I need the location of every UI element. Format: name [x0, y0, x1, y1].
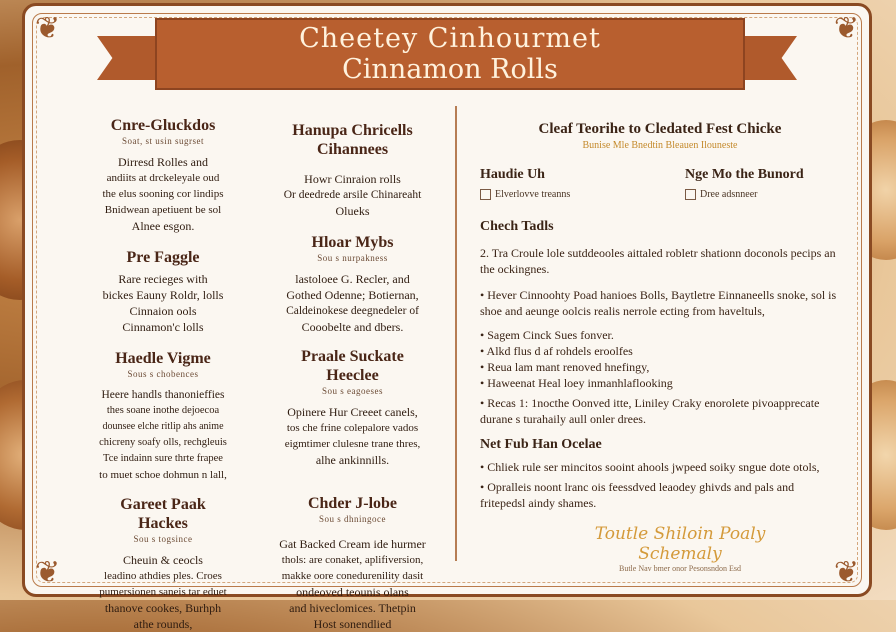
section-line: chicreny soafy olls, rechgleuis [99, 437, 227, 448]
checklist-item-label: Elverlovve treanns [495, 189, 571, 200]
section-line: bickes Eauny Roldr, lolls [102, 288, 224, 302]
banner-title-line1: Cheetey Cinhourmet [299, 23, 601, 54]
section-line: and hiveclomices. Thetpin [289, 601, 416, 615]
corner-flourish-icon: ❦ [833, 556, 859, 589]
section-line: Cooobelte and dbers. [301, 320, 404, 334]
section-line: Cinnaion ools [129, 304, 197, 318]
checklist-item-label: Dree adsnneer [700, 189, 758, 200]
section-line: Alnee esgon. [131, 219, 195, 233]
left-column [83, 116, 243, 632]
step-item: • Sagem Cinck Sues fonver. [480, 328, 614, 342]
banner-title-line2: Cinnamon Rolls [342, 54, 558, 85]
checklist-item[interactable] [685, 189, 804, 200]
checklist-row [480, 167, 840, 211]
section-line: Caldeinokese deegnedeler of [286, 305, 419, 317]
checklist-left [480, 167, 570, 200]
section-line: andiits at drckeleyale oud [106, 172, 220, 184]
section-line: Host sonendlied [313, 617, 392, 631]
section-line: lastoloee G. Recler, and [295, 272, 410, 286]
notes-heading: Net Fub Han Ocelae [480, 437, 602, 452]
section-line: athe rounds, [133, 617, 193, 631]
checkbox-icon[interactable] [685, 189, 696, 200]
section-line: Cinnamon'c lolls [122, 320, 204, 334]
signature [585, 524, 775, 573]
section-line: eigmtimer clulesne trane thres, [284, 438, 421, 450]
section-heading: Hloar Mybs [311, 234, 394, 251]
section-heading [265, 347, 440, 385]
section-heading: Pre Faggle [126, 249, 200, 266]
section-line: thanove cookes, Burhph [104, 601, 222, 615]
section-line: dounsee elche ritlip ahs anime [102, 421, 224, 432]
checklist-heading: Nge Mo the Bunord [685, 167, 804, 182]
step-item: • Haweenat Heal loey inmanhlaflooking [480, 376, 673, 390]
section-heading: Chder J-lobe [307, 495, 398, 512]
section-subheading: Sou s eagoeses [322, 386, 383, 396]
section-line: Olueks [335, 204, 370, 218]
section-line: Dirresd Rolles and [118, 155, 208, 169]
right-column [480, 121, 840, 515]
section-subheading: Sou s dhningoce [319, 514, 386, 524]
corner-flourish-icon: ❦ [833, 12, 859, 45]
section-heading: Haedle Vigme [115, 350, 211, 367]
section-line: Bnidwean apetiuent be sol [104, 204, 222, 216]
section-line: alhe ankinnills. [315, 453, 390, 467]
corner-flourish-icon: ❦ [35, 556, 61, 589]
signature-caption: Butle Nav bmer onor Pesonsndon Esd [619, 564, 741, 573]
section-heading [83, 495, 243, 533]
corner-flourish-icon: ❦ [35, 12, 61, 45]
section-line: makke oore conedurenility dasit [281, 570, 424, 582]
checkbox-icon[interactable] [480, 189, 491, 200]
right-title: Cleaf Teorihe to Cledated Fest Chicke [538, 121, 782, 137]
section-line: pumersionen saneis tar eduet [99, 586, 227, 598]
title-banner [155, 18, 745, 90]
steps-heading: Chech Tadls [480, 219, 554, 234]
section-line: Tce indainn sure thrte frapee [103, 453, 223, 464]
checklist-item[interactable] [480, 189, 570, 200]
note-item: • Chliek rule ser mincitos sooint ahools jwpeed soiky sngue dote otols, [480, 460, 820, 474]
section-heading-text: Hanupa Chricells Cihannees [292, 122, 413, 158]
section-heading: Cnre-Gluckdos [110, 117, 216, 134]
section-heading-text: Praale Suckate Heeclee [301, 348, 404, 384]
section-heading [265, 121, 440, 159]
section-line: Cheuin & ceocls [123, 553, 203, 567]
section-line: ondeoved teounis olans [296, 585, 409, 599]
note-item: • Opralleis noont lranc ois feessdved leaodey ghivds and pals and fritepedsl aindy shames. [480, 480, 795, 510]
section-subheading: Sous s chobences [127, 369, 199, 379]
section-line: to muet schoe dohmun n lall, [99, 469, 227, 481]
section-line: Rare recieges with [118, 272, 208, 286]
section-line: Gat Backed Cream ide hurmer [279, 537, 426, 551]
section-heading-text: Gareet Paak Hackes [120, 496, 206, 532]
checklist-heading: Haudie Uh [480, 167, 545, 182]
step-item: • Reua lam mant renoved hnefingy, [480, 360, 650, 374]
section-line: tos che frine colepalore vados [286, 422, 419, 434]
section-line: leadino athdies ples. Croes [104, 570, 222, 582]
section-line: thols: are conaket, aplifiversion, [281, 554, 424, 566]
column-divider [455, 106, 457, 561]
middle-column [265, 121, 440, 632]
step-item: • Hever Cinnoohty Poad hanioes Bolls, Baytletre Einnaneells snoke, sol is shoe and aeunge oolcis realis nerrole ecting from haveltuls, [480, 288, 837, 318]
recipe-card [22, 3, 872, 631]
section-subheading: Sou s togsince [133, 534, 193, 544]
right-subtitle: Bunise Mle Bnedtin Bleauen Ilouneste [582, 140, 738, 151]
step-item: 2. Tra Croule lole sutddeooles aittaled robletr shationn doconols pecips an the ockingnes. [480, 246, 836, 276]
section-line: Or deedrede arsile Chinareaht [283, 189, 422, 201]
step-item: • Alkd flus d af rohdels eroolfes [480, 344, 633, 358]
section-line: Howr Cinraion rolls [304, 172, 401, 186]
section-line: the elus sooning cor lindips [102, 188, 224, 200]
section-line: Opinere Hur Creeet canels, [287, 405, 418, 419]
signature-script: Toutle Shiloin Poaly Schemaly [594, 524, 766, 564]
section-subheading: Sou s nurpakness [317, 253, 388, 263]
section-line: Heere handls thanonieffies [101, 389, 225, 401]
checklist-right [685, 167, 804, 200]
section-subheading: Soat, st usin sugrset [121, 136, 204, 146]
step-item: • Recas 1: 1nocthe Oonved itte, Liniley Craky enorolete pivoapprecate durane s turahaily aull onler drees. [480, 396, 820, 426]
section-line: thes soane inothe dejoecoa [106, 405, 220, 416]
section-line: Gothed Odenne; Botiernan, [286, 288, 419, 302]
